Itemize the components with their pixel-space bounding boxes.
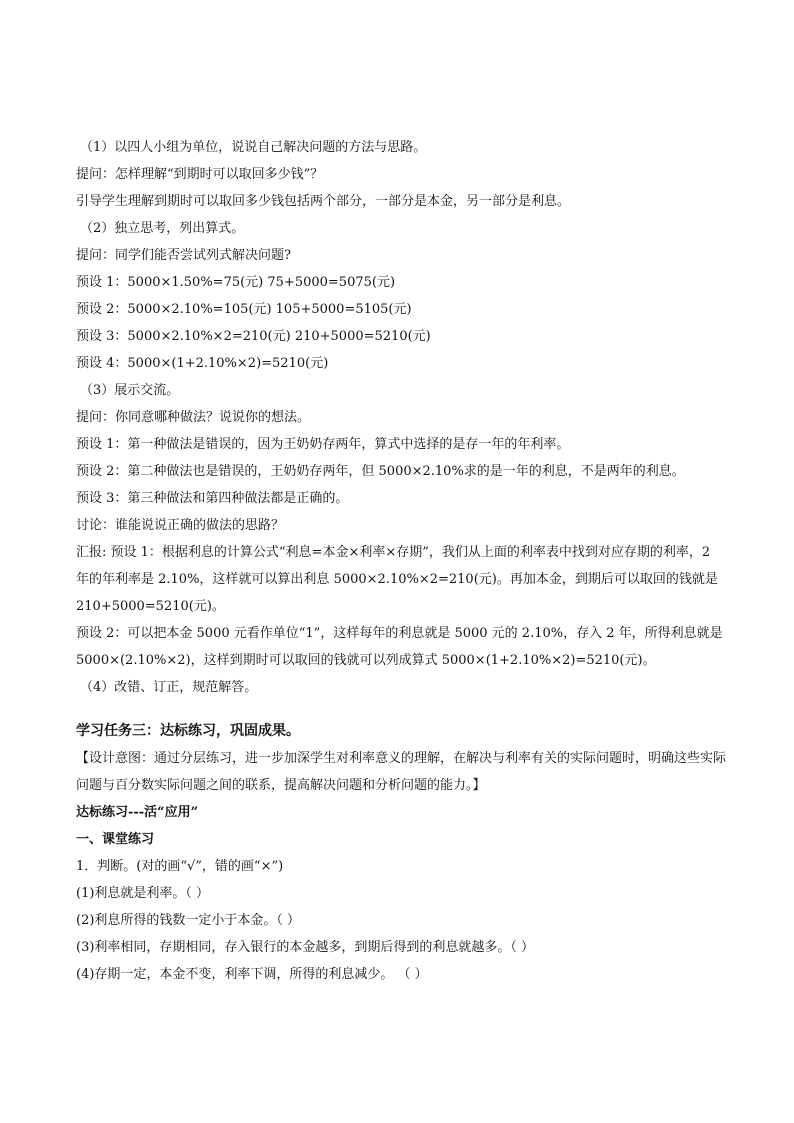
text-line: 预设 4：5000×(1+2.10%×2)=5210(元) [76,356,329,371]
text-line: 引导学生理解到期时可以取回多少钱包括两个部分，一部分是本金，另一部分是利息。 [76,194,571,209]
text-line: 提问：同学们能否尝试列式解决问题? [76,248,291,263]
judge-prompt: 1．判断。(对的画“√”，错的画“×”) [76,859,284,874]
judge-item: (2)利息所得的钱数一定小于本金。（ ） [76,913,301,928]
text-line: （3）展示交流。 [80,383,180,398]
class-practice-heading: 一、课堂练习 [76,832,155,847]
text-line: 提问：你同意哪种做法？说说你的想法。 [76,410,311,425]
text-line: 预设 2：5000×2.10%=105(元) 105+5000=5105(元) [76,302,412,317]
text-line: 预设 2：第二种做法也是错误的，王奶奶存两年，但 5000×2.10%求的是一年的利息，不是两年的利息。 [76,464,685,479]
judge-item: (1)利息就是利率。（ ） [76,886,210,901]
preset2-paragraph: 预设 2：可以把本金 5000 元看作单位“1”，这样每年的利息就是 5000 元的 2.10%，存入 2 年，所得利息就是 5000×(2.10%×2)，这样到期时可以取回的钱就可以列成算式 5000×(1+2.10%×2)=5210(元)。 [76,626,723,668]
text-line: （2）独立思考，列出算式。 [80,221,245,236]
text-line: 预设 1：第一种做法是错误的，因为王奶奶存两年，算式中选择的是存一年的年利率。 [76,437,570,452]
design-intent-paragraph: 【设计意图：通过分层练习，进一步加深学生对利率意义的理解，在解决与利率有关的实际问题时，明确这些实际问题与百分数实际问题之间的联系，提高解决问题和分析问题的能力。】 [76,751,727,793]
text-line: （1）以四人小组为单位，说说自己解决问题的方法与思路。 [80,140,427,155]
judge-item: (3)利率相同，存期相同，存入银行的本金越多，到期后得到的利息就越多。（ ） [76,940,535,955]
report-paragraph: 汇报: 预设 1：根据利息的计算公式“利息=本金×利率×存期”，我们从上面的利率表中找到对应存期的利率，2 年的年利率是 2.10%，这样就可以算出利息 5000×2.10%×2=210(元)。再加本金，到期后可以取回的钱就是 210+5000=5210(元)。 [76,545,718,614]
text-line: 预设 1：5000×1.50%=75(元) 75+5000=5075(元) [76,275,396,290]
text-line: （4）改错、订正，规范解答。 [80,680,258,695]
judge-item: (4)存期一定，本金不变，利率下调，所得的利息减少。 （ ） [76,967,428,982]
text-line: 预设 3：5000×2.10%×2=210(元) 210+5000=5210(元) [76,329,431,344]
text-line: 讨论：谁能说说正确的做法的思路？ [76,518,285,533]
text-line: 提问：怎样理解“到期时可以取回多少钱”？ [76,167,324,182]
section-title: 学习任务三：达标练习，巩固成果。 [76,723,300,739]
text-line: 预设 3：第三种做法和第四种做法都是正确的。 [76,491,349,506]
document-page [76,134,726,988]
practice-heading: 达标练习---活“应用” [76,805,199,820]
